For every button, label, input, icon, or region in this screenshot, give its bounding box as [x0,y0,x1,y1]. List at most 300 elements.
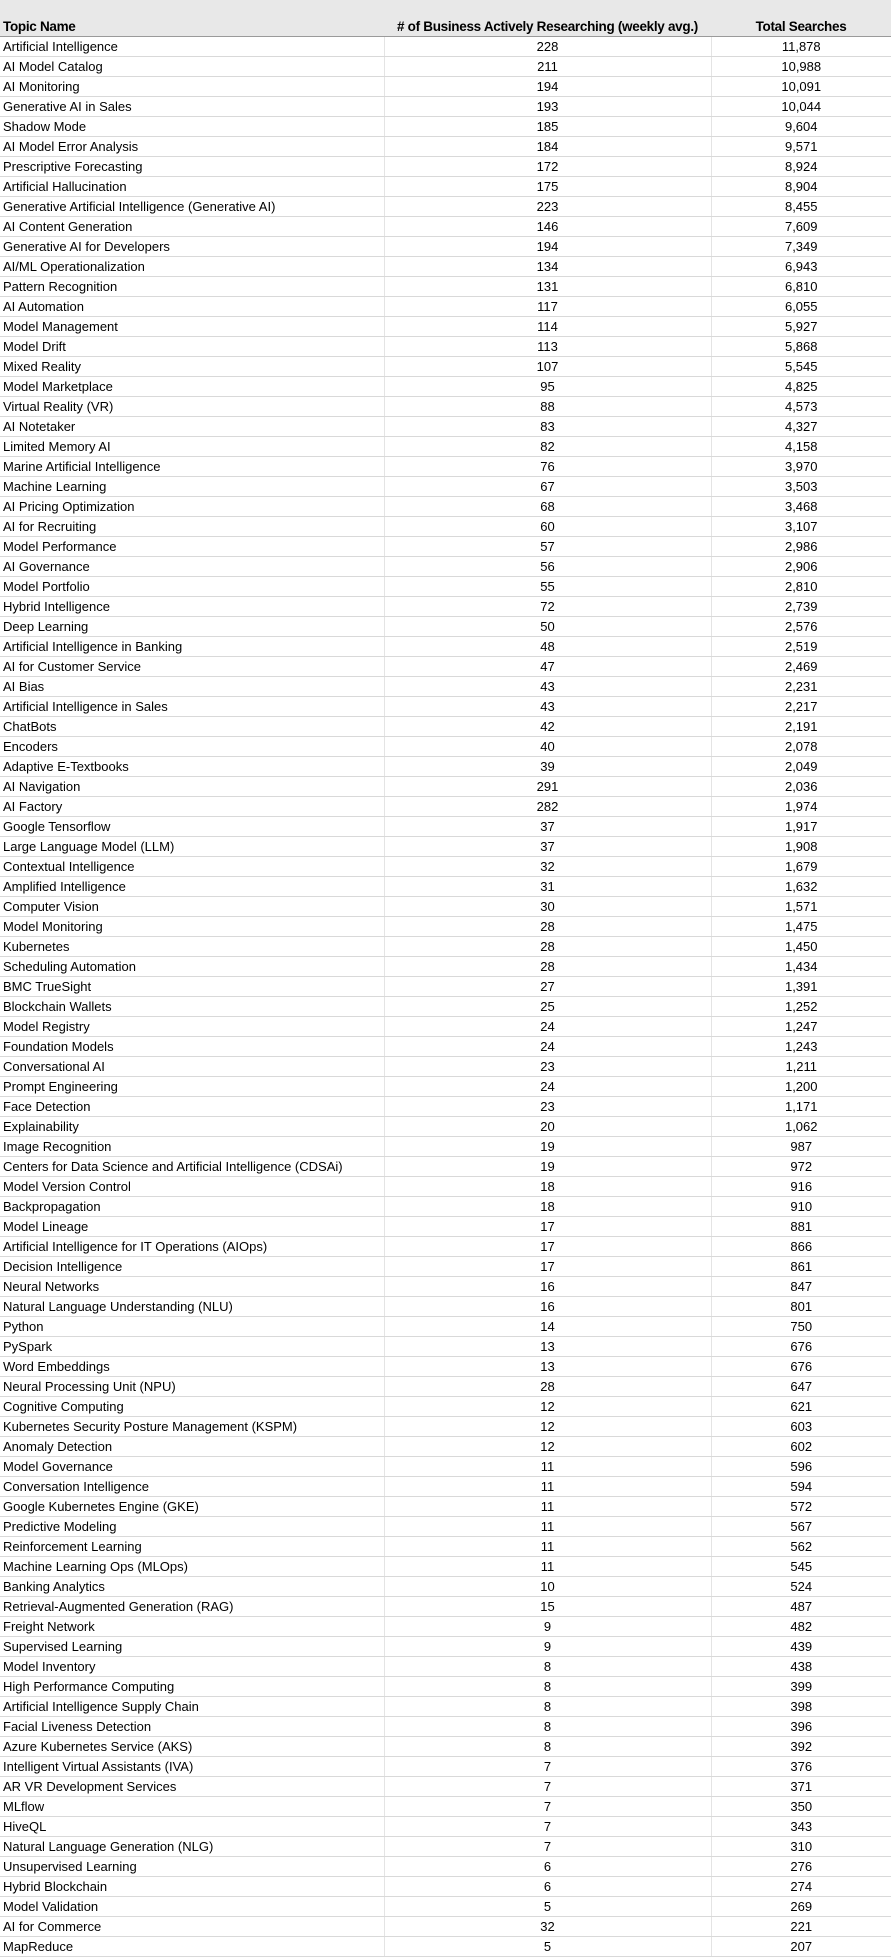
total-searches-cell[interactable]: 2,576 [711,617,891,637]
table-row [0,1917,891,1937]
topic-name-cell[interactable]: Natural Language Understanding (NLU) [0,1297,384,1317]
businesses-count-cell[interactable]: 16 [384,1277,711,1297]
businesses-count-cell[interactable]: 131 [384,277,711,297]
total-searches-cell[interactable]: 647 [711,1377,891,1397]
topic-name-cell[interactable]: AI for Recruiting [0,517,384,537]
topic-name-cell[interactable]: Large Language Model (LLM) [0,837,384,857]
total-searches-cell[interactable]: 6,055 [711,297,891,317]
topic-name-cell[interactable]: Artificial Intelligence in Banking [0,637,384,657]
businesses-count-cell[interactable]: 117 [384,297,711,317]
businesses-count-cell[interactable]: 13 [384,1337,711,1357]
total-searches-cell[interactable]: 4,158 [711,437,891,457]
businesses-count-cell[interactable]: 17 [384,1257,711,1277]
total-searches-cell[interactable]: 221 [711,1917,891,1937]
topic-name-cell[interactable]: Word Embeddings [0,1357,384,1377]
total-searches-cell[interactable]: 1,475 [711,917,891,937]
topic-name-cell[interactable]: AI Governance [0,557,384,577]
businesses-count-cell[interactable]: 31 [384,877,711,897]
businesses-count-cell[interactable]: 194 [384,77,711,97]
businesses-count-cell[interactable]: 68 [384,497,711,517]
businesses-count-cell[interactable]: 76 [384,457,711,477]
topic-name-cell[interactable]: Decision Intelligence [0,1257,384,1277]
businesses-count-cell[interactable]: 8 [384,1737,711,1757]
topic-name-cell[interactable]: Artificial Intelligence for IT Operations (AIOps) [0,1237,384,1257]
total-searches-cell[interactable]: 392 [711,1737,891,1757]
businesses-count-cell[interactable]: 28 [384,1377,711,1397]
businesses-count-cell[interactable]: 24 [384,1037,711,1057]
total-searches-cell[interactable]: 350 [711,1797,891,1817]
topic-name-cell[interactable]: Anomaly Detection [0,1437,384,1457]
total-searches-cell[interactable]: 1,171 [711,1097,891,1117]
total-searches-cell[interactable]: 6,943 [711,257,891,277]
total-searches-cell[interactable]: 545 [711,1557,891,1577]
total-searches-cell[interactable]: 4,573 [711,397,891,417]
total-searches-cell[interactable]: 1,062 [711,1117,891,1137]
total-searches-cell[interactable]: 524 [711,1577,891,1597]
total-searches-cell[interactable]: 1,974 [711,797,891,817]
total-searches-cell[interactable]: 7,349 [711,237,891,257]
businesses-count-cell[interactable]: 291 [384,777,711,797]
total-searches-cell[interactable]: 987 [711,1137,891,1157]
total-searches-cell[interactable]: 5,868 [711,337,891,357]
total-searches-cell[interactable]: 1,391 [711,977,891,997]
businesses-count-cell[interactable]: 11 [384,1497,711,1517]
total-searches-cell[interactable]: 7,609 [711,217,891,237]
topic-name-cell[interactable]: Encoders [0,737,384,757]
total-searches-cell[interactable]: 6,810 [711,277,891,297]
businesses-count-cell[interactable]: 12 [384,1437,711,1457]
businesses-count-cell[interactable]: 43 [384,697,711,717]
businesses-count-cell[interactable]: 50 [384,617,711,637]
header-total-searches[interactable]: Total Searches [711,0,891,37]
businesses-count-cell[interactable]: 11 [384,1537,711,1557]
topic-name-cell[interactable]: Model Governance [0,1457,384,1477]
total-searches-cell[interactable]: 1,252 [711,997,891,1017]
businesses-count-cell[interactable]: 42 [384,717,711,737]
topic-name-cell[interactable]: Model Performance [0,537,384,557]
businesses-count-cell[interactable]: 228 [384,37,711,57]
total-searches-cell[interactable]: 2,469 [711,657,891,677]
topic-name-cell[interactable]: Freight Network [0,1617,384,1637]
total-searches-cell[interactable]: 1,679 [711,857,891,877]
businesses-count-cell[interactable]: 82 [384,437,711,457]
total-searches-cell[interactable]: 487 [711,1597,891,1617]
total-searches-cell[interactable]: 274 [711,1877,891,1897]
topic-name-cell[interactable]: BMC TrueSight [0,977,384,997]
total-searches-cell[interactable]: 2,986 [711,537,891,557]
topic-name-cell[interactable]: Kubernetes Security Posture Management (KSPM) [0,1417,384,1437]
businesses-count-cell[interactable]: 5 [384,1937,711,1957]
topic-name-cell[interactable]: Unsupervised Learning [0,1857,384,1877]
businesses-count-cell[interactable]: 24 [384,1017,711,1037]
topic-name-cell[interactable]: Model Validation [0,1897,384,1917]
topic-name-cell[interactable]: Model Lineage [0,1217,384,1237]
businesses-count-cell[interactable]: 11 [384,1557,711,1577]
businesses-count-cell[interactable]: 8 [384,1697,711,1717]
total-searches-cell[interactable]: 276 [711,1857,891,1877]
topic-name-cell[interactable]: AI Navigation [0,777,384,797]
topic-name-cell[interactable]: MapReduce [0,1937,384,1957]
topic-name-cell[interactable]: Generative AI for Developers [0,237,384,257]
total-searches-cell[interactable]: 10,044 [711,97,891,117]
total-searches-cell[interactable]: 4,327 [711,417,891,437]
businesses-count-cell[interactable]: 32 [384,857,711,877]
businesses-count-cell[interactable]: 48 [384,637,711,657]
businesses-count-cell[interactable]: 27 [384,977,711,997]
topic-name-cell[interactable]: Model Version Control [0,1177,384,1197]
topic-name-cell[interactable]: Face Detection [0,1097,384,1117]
total-searches-cell[interactable]: 399 [711,1677,891,1697]
topic-name-cell[interactable]: Google Kubernetes Engine (GKE) [0,1497,384,1517]
topic-name-cell[interactable]: Neural Processing Unit (NPU) [0,1377,384,1397]
topic-name-cell[interactable]: AI Content Generation [0,217,384,237]
total-searches-cell[interactable]: 801 [711,1297,891,1317]
topic-name-cell[interactable]: AI for Commerce [0,1917,384,1937]
businesses-count-cell[interactable]: 12 [384,1417,711,1437]
topic-name-cell[interactable]: Image Recognition [0,1137,384,1157]
topic-name-cell[interactable]: Machine Learning [0,477,384,497]
total-searches-cell[interactable]: 1,211 [711,1057,891,1077]
businesses-count-cell[interactable]: 39 [384,757,711,777]
total-searches-cell[interactable]: 376 [711,1757,891,1777]
total-searches-cell[interactable]: 1,917 [711,817,891,837]
businesses-count-cell[interactable]: 67 [384,477,711,497]
businesses-count-cell[interactable]: 11 [384,1457,711,1477]
table-row [0,597,891,617]
topic-name-cell[interactable]: Mixed Reality [0,357,384,377]
businesses-count-cell[interactable]: 28 [384,957,711,977]
topic-name-cell[interactable]: Adaptive E-Textbooks [0,757,384,777]
topic-name-cell[interactable]: Artificial Intelligence Supply Chain [0,1697,384,1717]
total-searches-cell[interactable]: 676 [711,1337,891,1357]
total-searches-cell[interactable]: 2,049 [711,757,891,777]
total-searches-cell[interactable]: 207 [711,1937,891,1957]
businesses-count-cell[interactable]: 24 [384,1077,711,1097]
businesses-count-cell[interactable]: 10 [384,1577,711,1597]
businesses-count-cell[interactable]: 211 [384,57,711,77]
businesses-count-cell[interactable]: 12 [384,1397,711,1417]
total-searches-cell[interactable]: 750 [711,1317,891,1337]
businesses-count-cell[interactable]: 18 [384,1197,711,1217]
businesses-count-cell[interactable]: 11 [384,1517,711,1537]
businesses-count-cell[interactable]: 17 [384,1237,711,1257]
table-row [0,237,891,257]
topic-name-cell[interactable]: High Performance Computing [0,1677,384,1697]
total-searches-cell[interactable]: 343 [711,1817,891,1837]
businesses-count-cell[interactable]: 107 [384,357,711,377]
total-searches-cell[interactable]: 396 [711,1717,891,1737]
businesses-count-cell[interactable]: 72 [384,597,711,617]
businesses-count-cell[interactable]: 32 [384,1917,711,1937]
table-row [0,1757,891,1777]
topic-name-cell[interactable]: Artificial Hallucination [0,177,384,197]
topic-name-cell[interactable]: Scheduling Automation [0,957,384,977]
total-searches-cell[interactable]: 10,988 [711,57,891,77]
topic-name-cell[interactable]: AI Automation [0,297,384,317]
total-searches-cell[interactable]: 371 [711,1777,891,1797]
table-row [0,997,891,1017]
businesses-count-cell[interactable]: 18 [384,1177,711,1197]
businesses-count-cell[interactable]: 37 [384,817,711,837]
topic-name-cell[interactable]: Computer Vision [0,897,384,917]
businesses-count-cell[interactable]: 43 [384,677,711,697]
total-searches-cell[interactable]: 572 [711,1497,891,1517]
topic-name-cell[interactable]: Model Drift [0,337,384,357]
topic-name-cell[interactable]: Model Management [0,317,384,337]
businesses-count-cell[interactable]: 37 [384,837,711,857]
topic-name-cell[interactable]: AI Bias [0,677,384,697]
topic-name-cell[interactable]: Limited Memory AI [0,437,384,457]
businesses-count-cell[interactable]: 9 [384,1617,711,1637]
businesses-count-cell[interactable]: 60 [384,517,711,537]
total-searches-cell[interactable]: 602 [711,1437,891,1457]
total-searches-cell[interactable]: 5,545 [711,357,891,377]
header-topic-name[interactable]: Topic Name [0,0,384,37]
total-searches-cell[interactable]: 2,810 [711,577,891,597]
topic-name-cell[interactable]: Machine Learning Ops (MLOps) [0,1557,384,1577]
total-searches-cell[interactable]: 3,468 [711,497,891,517]
topic-name-cell[interactable]: Model Inventory [0,1657,384,1677]
topic-name-cell[interactable]: Generative AI in Sales [0,97,384,117]
businesses-count-cell[interactable]: 28 [384,917,711,937]
topic-name-cell[interactable]: Kubernetes [0,937,384,957]
topic-name-cell[interactable]: Model Portfolio [0,577,384,597]
total-searches-cell[interactable]: 676 [711,1357,891,1377]
businesses-count-cell[interactable]: 134 [384,257,711,277]
total-searches-cell[interactable]: 269 [711,1897,891,1917]
topic-name-cell[interactable]: Marine Artificial Intelligence [0,457,384,477]
total-searches-cell[interactable]: 8,904 [711,177,891,197]
total-searches-cell[interactable]: 1,632 [711,877,891,897]
total-searches-cell[interactable]: 2,906 [711,557,891,577]
topic-name-cell[interactable]: Retrieval-Augmented Generation (RAG) [0,1597,384,1617]
total-searches-cell[interactable]: 4,825 [711,377,891,397]
topic-name-cell[interactable]: Supervised Learning [0,1637,384,1657]
topic-name-cell[interactable]: Prompt Engineering [0,1077,384,1097]
topic-name-cell[interactable]: Conversation Intelligence [0,1477,384,1497]
total-searches-cell[interactable]: 562 [711,1537,891,1557]
total-searches-cell[interactable]: 2,191 [711,717,891,737]
total-searches-cell[interactable]: 1,200 [711,1077,891,1097]
topic-name-cell[interactable]: Blockchain Wallets [0,997,384,1017]
total-searches-cell[interactable]: 3,503 [711,477,891,497]
topic-name-cell[interactable]: Generative Artificial Intelligence (Generative AI) [0,197,384,217]
businesses-count-cell[interactable]: 172 [384,157,711,177]
topic-name-cell[interactable]: Banking Analytics [0,1577,384,1597]
total-searches-cell[interactable]: 1,243 [711,1037,891,1057]
topic-name-cell[interactable]: PySpark [0,1337,384,1357]
topic-name-cell[interactable]: Hybrid Blockchain [0,1877,384,1897]
businesses-count-cell[interactable]: 11 [384,1477,711,1497]
topic-name-cell[interactable]: Shadow Mode [0,117,384,137]
topic-name-cell[interactable]: AI Notetaker [0,417,384,437]
total-searches-cell[interactable]: 2,078 [711,737,891,757]
businesses-count-cell[interactable]: 23 [384,1097,711,1117]
total-searches-cell[interactable]: 11,878 [711,37,891,57]
businesses-count-cell[interactable]: 20 [384,1117,711,1137]
topic-name-cell[interactable]: AI Pricing Optimization [0,497,384,517]
total-searches-cell[interactable]: 1,908 [711,837,891,857]
total-searches-cell[interactable]: 9,571 [711,137,891,157]
topic-name-cell[interactable]: Predictive Modeling [0,1517,384,1537]
businesses-count-cell[interactable]: 9 [384,1637,711,1657]
businesses-count-cell[interactable]: 15 [384,1597,711,1617]
table-row [0,937,891,957]
topic-name-cell[interactable]: Artificial Intelligence [0,37,384,57]
topic-name-cell[interactable]: Intelligent Virtual Assistants (IVA) [0,1757,384,1777]
businesses-count-cell[interactable]: 7 [384,1757,711,1777]
businesses-count-cell[interactable]: 6 [384,1877,711,1897]
businesses-count-cell[interactable]: 7 [384,1837,711,1857]
topic-name-cell[interactable]: Python [0,1317,384,1337]
total-searches-cell[interactable]: 3,107 [711,517,891,537]
total-searches-cell[interactable]: 1,247 [711,1017,891,1037]
total-searches-cell[interactable]: 916 [711,1177,891,1197]
total-searches-cell[interactable]: 596 [711,1457,891,1477]
businesses-count-cell[interactable]: 8 [384,1677,711,1697]
topic-name-cell[interactable]: Backpropagation [0,1197,384,1217]
businesses-count-cell[interactable]: 95 [384,377,711,397]
topic-name-cell[interactable]: Model Registry [0,1017,384,1037]
businesses-count-cell[interactable]: 88 [384,397,711,417]
total-searches-cell[interactable]: 861 [711,1257,891,1277]
topic-name-cell[interactable]: Model Marketplace [0,377,384,397]
businesses-count-cell[interactable]: 282 [384,797,711,817]
total-searches-cell[interactable]: 8,924 [711,157,891,177]
businesses-count-cell[interactable]: 114 [384,317,711,337]
topic-name-cell[interactable]: Explainability [0,1117,384,1137]
businesses-count-cell[interactable]: 8 [384,1657,711,1677]
total-searches-cell[interactable]: 910 [711,1197,891,1217]
businesses-count-cell[interactable]: 193 [384,97,711,117]
total-searches-cell[interactable]: 9,604 [711,117,891,137]
total-searches-cell[interactable]: 621 [711,1397,891,1417]
topic-name-cell[interactable]: Centers for Data Science and Artificial Intelligence (CDSAi) [0,1157,384,1177]
total-searches-cell[interactable]: 398 [711,1697,891,1717]
total-searches-cell[interactable]: 439 [711,1637,891,1657]
total-searches-cell[interactable]: 5,927 [711,317,891,337]
topic-name-cell[interactable]: AI Model Catalog [0,57,384,77]
businesses-count-cell[interactable]: 14 [384,1317,711,1337]
businesses-count-cell[interactable]: 146 [384,217,711,237]
businesses-count-cell[interactable]: 5 [384,1897,711,1917]
total-searches-cell[interactable]: 1,571 [711,897,891,917]
topic-name-cell[interactable]: HiveQL [0,1817,384,1837]
table-row [0,1177,891,1197]
total-searches-cell[interactable]: 594 [711,1477,891,1497]
table-row [0,1197,891,1217]
businesses-count-cell[interactable]: 185 [384,117,711,137]
table-row [0,1137,891,1157]
header-businesses-researching[interactable]: # of Business Actively Researching (weekly avg.) [384,0,711,37]
businesses-count-cell[interactable]: 7 [384,1817,711,1837]
total-searches-cell[interactable]: 881 [711,1217,891,1237]
topic-name-cell[interactable]: AI Model Error Analysis [0,137,384,157]
businesses-count-cell[interactable]: 7 [384,1777,711,1797]
businesses-count-cell[interactable]: 6 [384,1857,711,1877]
topic-name-cell[interactable]: Facial Liveness Detection [0,1717,384,1737]
businesses-count-cell[interactable]: 17 [384,1217,711,1237]
businesses-count-cell[interactable]: 19 [384,1137,711,1157]
topic-name-cell[interactable]: ChatBots [0,717,384,737]
topic-name-cell[interactable]: AI Factory [0,797,384,817]
topic-name-cell[interactable]: MLflow [0,1797,384,1817]
topic-name-cell[interactable]: Cognitive Computing [0,1397,384,1417]
businesses-count-cell[interactable]: 16 [384,1297,711,1317]
businesses-count-cell[interactable]: 55 [384,577,711,597]
total-searches-cell[interactable]: 2,739 [711,597,891,617]
topic-name-cell[interactable]: Neural Networks [0,1277,384,1297]
topic-name-cell[interactable]: AI/ML Operationalization [0,257,384,277]
businesses-count-cell[interactable]: 57 [384,537,711,557]
total-searches-cell[interactable]: 8,455 [711,197,891,217]
total-searches-cell[interactable]: 1,450 [711,937,891,957]
topic-name-cell[interactable]: Foundation Models [0,1037,384,1057]
topic-name-cell[interactable]: Amplified Intelligence [0,877,384,897]
total-searches-cell[interactable]: 2,036 [711,777,891,797]
topic-name-cell[interactable]: Prescriptive Forecasting [0,157,384,177]
businesses-count-cell[interactable]: 30 [384,897,711,917]
businesses-count-cell[interactable]: 83 [384,417,711,437]
total-searches-cell[interactable]: 2,519 [711,637,891,657]
topic-name-cell[interactable]: Conversational AI [0,1057,384,1077]
total-searches-cell[interactable]: 2,217 [711,697,891,717]
businesses-count-cell[interactable]: 28 [384,937,711,957]
total-searches-cell[interactable]: 3,970 [711,457,891,477]
topic-name-cell[interactable]: Artificial Intelligence in Sales [0,697,384,717]
topic-name-cell[interactable]: Reinforcement Learning [0,1537,384,1557]
topic-name-cell[interactable]: AI for Customer Service [0,657,384,677]
businesses-count-cell[interactable]: 56 [384,557,711,577]
topic-name-cell[interactable]: AI Monitoring [0,77,384,97]
businesses-count-cell[interactable]: 13 [384,1357,711,1377]
businesses-count-cell[interactable]: 47 [384,657,711,677]
businesses-count-cell[interactable]: 113 [384,337,711,357]
total-searches-cell[interactable]: 866 [711,1237,891,1257]
businesses-count-cell[interactable]: 194 [384,237,711,257]
total-searches-cell[interactable]: 482 [711,1617,891,1637]
businesses-count-cell[interactable]: 223 [384,197,711,217]
topic-name-cell[interactable]: Deep Learning [0,617,384,637]
topic-name-cell[interactable]: Model Monitoring [0,917,384,937]
topic-name-cell[interactable]: AR VR Development Services [0,1777,384,1797]
topic-name-cell[interactable]: Hybrid Intelligence [0,597,384,617]
topic-name-cell[interactable]: Virtual Reality (VR) [0,397,384,417]
businesses-count-cell[interactable]: 184 [384,137,711,157]
businesses-count-cell[interactable]: 25 [384,997,711,1017]
total-searches-cell[interactable]: 1,434 [711,957,891,977]
total-searches-cell[interactable]: 603 [711,1417,891,1437]
topic-name-cell[interactable]: Pattern Recognition [0,277,384,297]
total-searches-cell[interactable]: 567 [711,1517,891,1537]
topic-name-cell[interactable]: Azure Kubernetes Service (AKS) [0,1737,384,1757]
total-searches-cell[interactable]: 2,231 [711,677,891,697]
businesses-count-cell[interactable]: 23 [384,1057,711,1077]
total-searches-cell[interactable]: 972 [711,1157,891,1177]
businesses-count-cell[interactable]: 40 [384,737,711,757]
businesses-count-cell[interactable]: 8 [384,1717,711,1737]
businesses-count-cell[interactable]: 175 [384,177,711,197]
total-searches-cell[interactable]: 847 [711,1277,891,1297]
topic-name-cell[interactable]: Google Tensorflow [0,817,384,837]
total-searches-cell[interactable]: 310 [711,1837,891,1857]
businesses-count-cell[interactable]: 19 [384,1157,711,1177]
topic-name-cell[interactable]: Contextual Intelligence [0,857,384,877]
topic-name-cell[interactable]: Natural Language Generation (NLG) [0,1837,384,1857]
total-searches-cell[interactable]: 10,091 [711,77,891,97]
businesses-count-cell[interactable]: 7 [384,1797,711,1817]
total-searches-cell[interactable]: 438 [711,1657,891,1677]
